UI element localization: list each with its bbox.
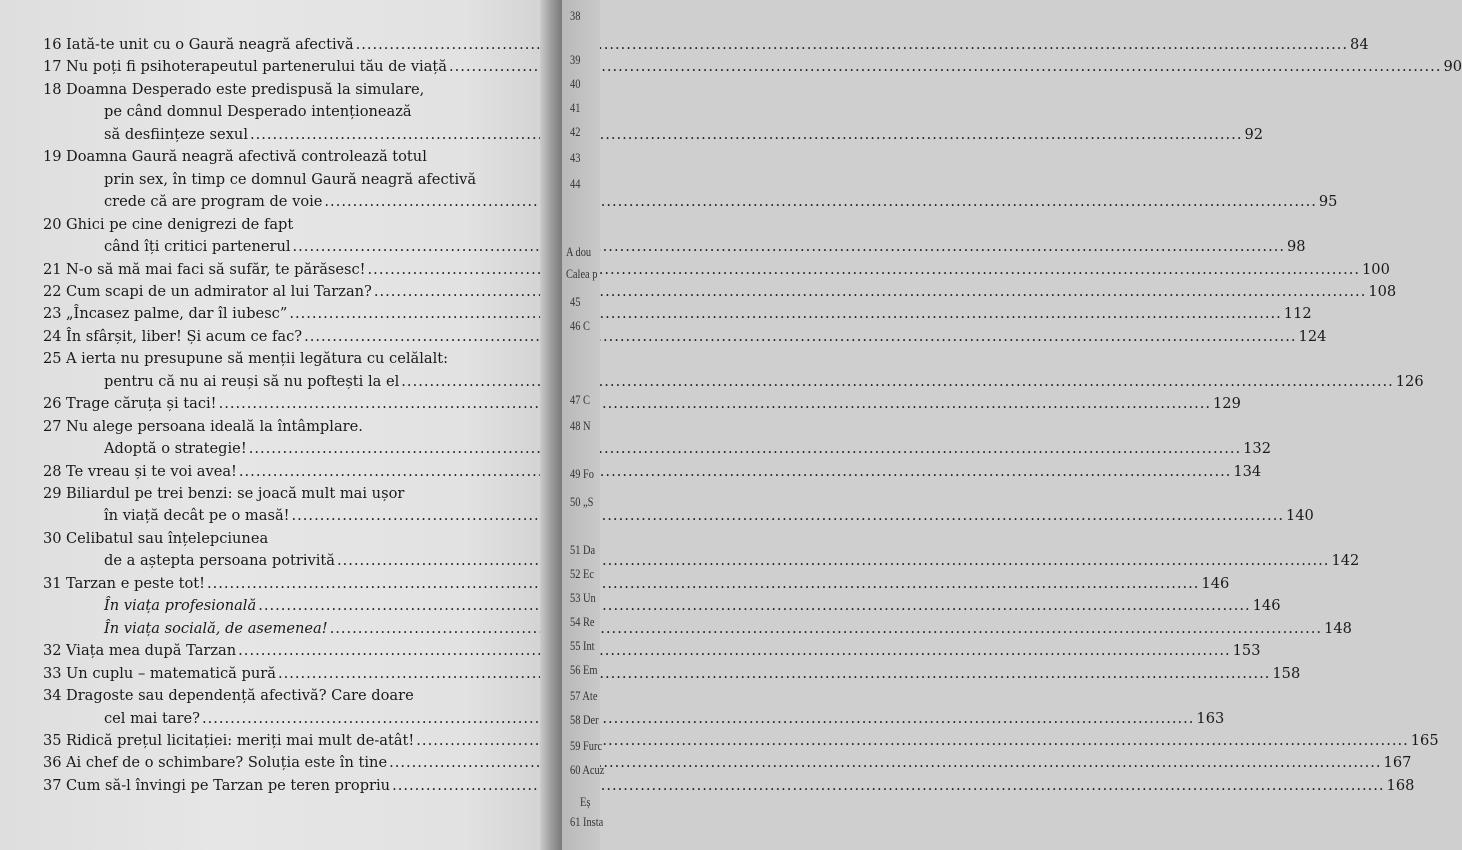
dot-leader (249, 438, 1241, 460)
chapter-title: pentru că nu ai reuși să nu poftești la el (104, 372, 400, 390)
chapter-title: Viața mea după Tarzan (66, 642, 237, 660)
next-page-fragment: Eș (580, 794, 591, 809)
chapter-number: 34 (43, 687, 62, 705)
dot-leader (389, 752, 1381, 774)
chapter-title: Ghici pe cine denigrezi de fapt (66, 215, 294, 233)
next-page-fragment: 53 Un (570, 590, 596, 605)
page-number: 132 (1243, 440, 1271, 458)
chapter-number: 28 (43, 462, 62, 480)
page-number: 98 (1286, 238, 1306, 256)
dot-leader (292, 505, 1284, 527)
dot-leader (239, 461, 1231, 483)
page-number: 168 (1386, 776, 1415, 794)
chapter-title: pe când domnul Desperado intenționează (104, 103, 412, 121)
toc-entry-line (43, 34, 1369, 56)
chapter-title: Ai chef de o schimbare? Soluția este în tine (66, 754, 388, 772)
page-number: 124 (1298, 327, 1327, 345)
chapter-number: 36 (43, 754, 62, 772)
chapter-title: crede că are program de voie (104, 193, 323, 211)
chapter-title: „Încasez palme, dar îl iubesc” (66, 305, 288, 323)
page-number: 100 (1362, 260, 1390, 278)
next-page-fragment: 50 „S (570, 494, 594, 509)
next-page-fragment: 51 Da (570, 542, 596, 557)
page-number: 112 (1283, 305, 1312, 323)
chapter-number: 31 (43, 574, 62, 592)
chapter-title: N-o să mă mai faci să sufăr, te părăsesc! (66, 260, 366, 278)
page-number: 108 (1368, 282, 1397, 300)
page-number: 129 (1213, 395, 1241, 413)
next-page-fragment: 49 Fo (570, 466, 594, 481)
chapter-title: Celibatul sau înțelepciunea (66, 529, 269, 547)
dot-leader (250, 124, 1242, 146)
next-page-fragment: 44 (570, 176, 581, 191)
chapter-title: să desființeze sexul (104, 125, 248, 143)
next-page-fragment: 52 Ec (570, 566, 594, 581)
book-gutter (540, 0, 562, 850)
toc-entry-line (43, 685, 510, 707)
dot-leader (374, 281, 1366, 303)
chapter-title: Tarzan e peste tot! (66, 574, 205, 592)
chapter-number: 30 (43, 529, 62, 547)
next-page-fragment: 58 Der (570, 712, 599, 727)
chapter-title: Dragoste sau dependență afectivă? Care doare (66, 687, 414, 705)
chapter-title: Adoptă o strategie! (104, 440, 247, 458)
chapter-number: 19 (43, 148, 62, 166)
page-number: 158 (1272, 664, 1301, 682)
dot-leader (293, 236, 1285, 258)
chapter-number: 29 (43, 485, 62, 502)
page-number: 142 (1331, 552, 1360, 570)
toc-entry-line (43, 416, 510, 438)
chapter-number: 37 (43, 776, 62, 794)
dot-leader (207, 573, 1199, 595)
next-page-fragment: 45 (570, 294, 581, 309)
toc-entry-line (43, 483, 510, 505)
next-page-fragment: 46 C (570, 318, 590, 333)
toc-entry-line (104, 505, 1314, 527)
chapter-number: 21 (43, 260, 62, 278)
page-number: 165 (1410, 731, 1439, 749)
chapter-number: 22 (43, 282, 62, 300)
chapter-title: În sfârșit, liber! Și acum ce fac? (66, 327, 303, 345)
chapter-title: când îți critici partenerul (104, 238, 291, 256)
chapter-title: Trage căruța și taci! (66, 395, 217, 413)
chapter-number: 26 (43, 395, 62, 413)
next-page-fragment: A dou (566, 244, 592, 259)
next-page-fragment: 56 Em (570, 662, 598, 677)
page-number: 95 (1318, 193, 1338, 211)
chapter-number: 16 (43, 36, 62, 53)
chapter-title: Doamna Gaură neagră afectivă controlează totul (66, 148, 427, 166)
chapter-title: Iată-te unit cu o Gaură neagră afectivă (66, 36, 354, 53)
toc-entry-line (104, 169, 510, 191)
page-number: 84 (1350, 36, 1369, 53)
toc-entry-line (104, 371, 1424, 393)
dot-leader (304, 326, 1296, 348)
toc-entry-line (43, 79, 510, 101)
chapter-title: Te vreau și te voi avea! (66, 462, 237, 480)
page-number: 148 (1324, 619, 1352, 637)
toc-entry-line (104, 438, 1271, 460)
toc-entry-line (104, 550, 1360, 572)
chapter-number: 17 (43, 58, 62, 76)
page-number: 140 (1285, 507, 1314, 525)
toc-entry-line (43, 528, 510, 550)
chapter-title: Doamna Desperado este predispusă la simulare, (66, 80, 425, 98)
chapter-title: cel mai tare? (104, 709, 200, 727)
chapter-number: 18 (43, 80, 62, 98)
page-number: 134 (1233, 462, 1262, 480)
chapter-number: 24 (43, 327, 62, 345)
next-page-fragment: 43 (570, 150, 581, 165)
chapter-number: 35 (43, 731, 62, 749)
dot-leader (337, 550, 1329, 572)
toc-entry-line (104, 101, 510, 123)
chapter-title: prin sex, în timp ce domnul Gaură neagră afectivă (104, 170, 477, 188)
next-page-fragment: 60 Acuz (570, 762, 605, 777)
next-page-fragment: 38 (570, 8, 581, 23)
chapter-title: Cum să-l învingi pe Tarzan pe teren propriu (66, 776, 391, 794)
toc-entry-line (43, 214, 510, 236)
dot-leader (330, 618, 1322, 640)
next-page-edge (562, 0, 605, 850)
chapter-number: 23 (43, 305, 62, 323)
next-page-fragment: 47 C (570, 392, 590, 407)
chapter-number: 32 (43, 642, 62, 660)
toc-entry-line (104, 191, 1338, 213)
chapter-title: Biliardul pe trei benzi: se joacă mult mai ușor (66, 485, 405, 502)
page-number: 146 (1201, 574, 1230, 592)
page-number: 167 (1383, 754, 1412, 772)
chapter-title: Nu alege persoana ideală la întâmplare. (66, 417, 363, 435)
next-page-fragment: 59 Furc (570, 738, 603, 753)
next-page-fragment: 54 Re (570, 614, 595, 629)
next-page-fragment: 41 (570, 100, 581, 115)
next-page-fragment: 55 Int (570, 638, 595, 653)
chapter-title: În viața socială, de asemenea! (104, 619, 328, 637)
next-page-fragment: 42 (570, 124, 581, 139)
chapter-title: Nu poți fi psihoterapeutul partenerului tău de viață (66, 58, 447, 76)
dot-leader (368, 259, 1360, 281)
dot-leader (202, 708, 1194, 730)
dot-leader (289, 303, 1281, 325)
next-page-fragment: Calea p (566, 266, 598, 281)
dot-leader (278, 663, 1270, 685)
page-number: 163 (1196, 709, 1225, 727)
toc-entry-line (43, 303, 1312, 325)
chapter-title: în viață decât pe o masă! (104, 507, 290, 525)
dot-leader (324, 191, 1316, 213)
chapter-title: Un cuplu – matematică pură (66, 664, 276, 682)
chapter-title: Cum scapi de un admirator al lui Tarzan? (66, 282, 372, 300)
chapter-number: 20 (43, 215, 62, 233)
chapter-number: 25 (43, 350, 62, 368)
dot-leader (356, 34, 1348, 56)
page-number: 90 (1443, 58, 1462, 76)
chapter-title: Ridică prețul licitației: meriți mai mult de-atât! (66, 731, 415, 749)
chapter-title: În viața profesională (104, 597, 257, 615)
page-number: 146 (1252, 597, 1281, 615)
dot-leader (238, 640, 1230, 662)
chapter-number: 27 (43, 417, 62, 435)
dot-leader (258, 595, 1250, 617)
next-page-fragment: 61 Insta (570, 814, 604, 829)
toc-entry-line (43, 146, 510, 168)
page-number: 92 (1244, 125, 1264, 143)
chapter-number: 33 (43, 664, 62, 682)
chapter-title: A ierta nu presupune să menții legătura cu celălalt: (66, 350, 449, 368)
toc-entry-line (43, 326, 1327, 348)
toc-entry-line (43, 348, 510, 370)
page-number: 153 (1232, 642, 1261, 660)
next-page-fragment: 57 Ate (570, 688, 598, 703)
next-page-fragment: 48 N (570, 418, 591, 433)
toc-entry-line (43, 775, 1415, 797)
next-page-fragment: 39 (570, 52, 581, 67)
page-number: 126 (1395, 372, 1424, 390)
dot-leader (219, 393, 1211, 415)
chapter-title: de a aștepta persoana potrivită (104, 552, 335, 570)
next-page-fragment: 40 (570, 76, 581, 91)
